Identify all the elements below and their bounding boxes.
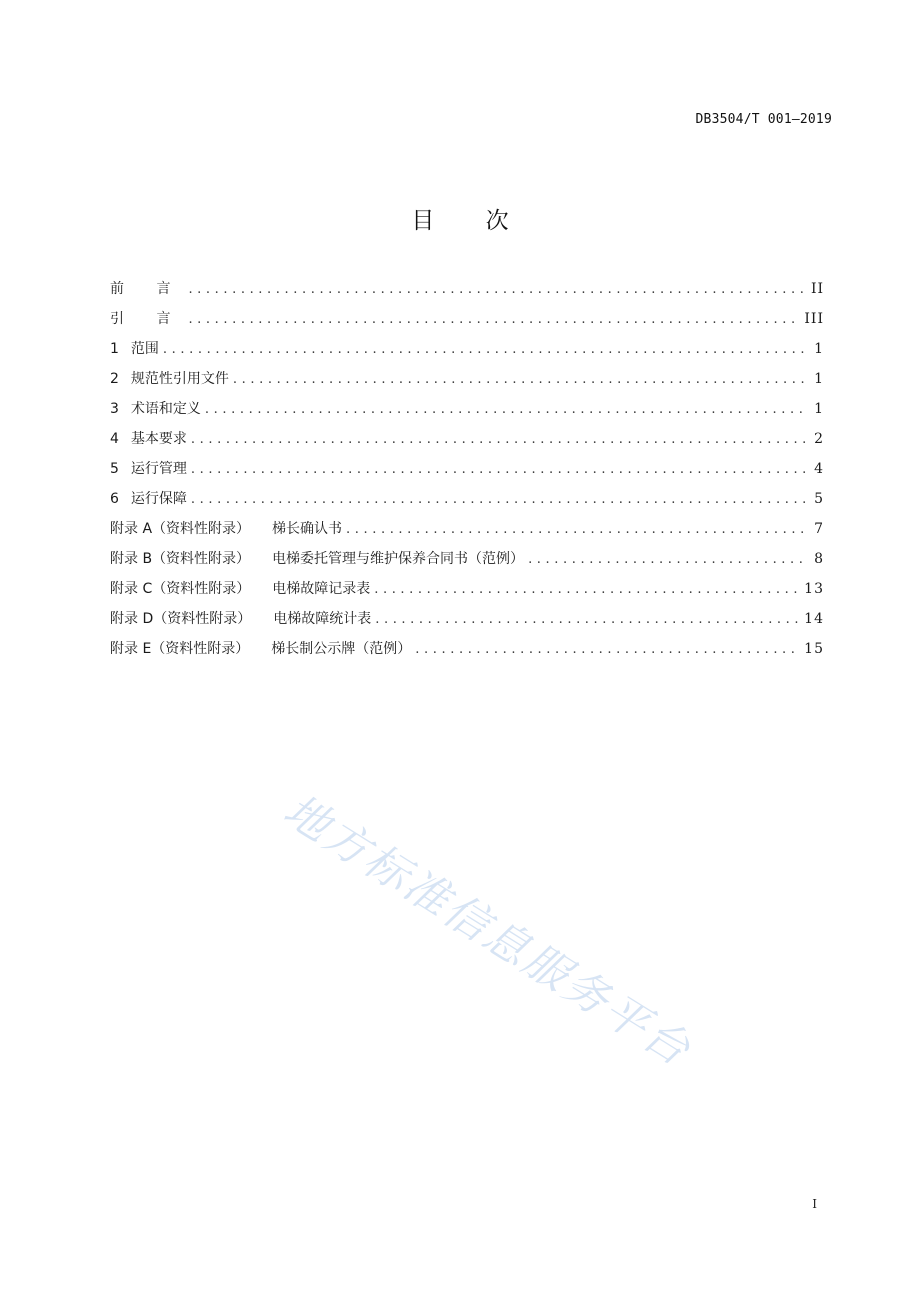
toc-entry-page: 2 [814,431,824,447]
toc-entry-number: 3 [110,401,119,417]
toc-entry-label [110,639,411,659]
toc-entry-title: 术语和定义 [130,401,201,417]
toc-entry-label [110,549,524,569]
toc-leader-dots [191,460,808,480]
toc-entry-page: 1 [814,401,824,417]
toc-leader-dots [415,640,798,660]
toc-entry-page: 14 [804,611,824,627]
toc-entry[interactable] [110,369,824,399]
toc-leader-dots [191,430,808,450]
toc-entry-number: 2 [110,371,119,387]
toc-entry-label [110,489,187,509]
toc-entry-label [110,609,371,629]
toc-entry-page: 1 [814,341,824,357]
toc-entry-title: 范围 [130,341,159,357]
table-of-contents [110,279,824,669]
toc-entry-title: 前 言 [110,281,185,297]
toc-entry-page: 1 [814,371,824,387]
toc-entry-label [110,519,342,539]
toc-leader-dots [374,580,798,600]
toc-entry-title: 电梯故障统计表 [273,611,372,627]
toc-entry[interactable] [110,399,824,429]
toc-entry-number: 1 [110,341,119,357]
toc-entry-label [110,339,159,359]
page-title: 目 次 [411,208,531,234]
toc-entry-label [110,279,184,299]
toc-entry-title: 梯长确认书 [272,521,343,537]
toc-leader-dots [375,610,798,630]
toc-entry[interactable] [110,609,824,639]
toc-entry[interactable] [110,489,824,519]
toc-leader-dots [233,370,808,390]
toc-entry[interactable] [110,639,824,669]
toc-entry-label [110,399,201,419]
toc-entry-label [110,579,370,599]
toc-entry-number: 5 [110,461,119,477]
document-code: DB3504/T 001—2019 [695,112,832,127]
toc-entry-title: 基本要求 [130,431,187,447]
toc-entry-title: 梯长制公示牌（范例） [271,641,412,657]
toc-entry-page: 8 [814,551,824,567]
toc-entry-title: 运行保障 [130,491,187,507]
toc-entry[interactable] [110,549,824,579]
toc-entry-title: 规范性引用文件 [130,371,229,387]
toc-entry-title: 运行管理 [130,461,187,477]
toc-leader-dots [188,280,804,300]
toc-entry[interactable] [110,579,824,609]
toc-entry[interactable] [110,339,824,369]
toc-entry-label [110,309,184,329]
toc-entry[interactable] [110,519,824,549]
toc-entry-page: 4 [814,461,824,477]
watermark: 地方标准信息服务平台 [274,784,701,1077]
toc-entry-number: 附录 A（资料性附录） [110,521,251,537]
toc-entry-number: 附录 B（资料性附录） [110,551,251,567]
toc-leader-dots [163,340,808,360]
toc-leader-dots [346,520,808,540]
toc-entry-page: II [810,281,824,297]
toc-entry-page: 5 [814,491,824,507]
toc-entry[interactable] [110,459,824,489]
toc-entry-page: III [804,311,824,327]
toc-entry-title: 引 言 [110,311,185,327]
toc-leader-dots [205,400,808,420]
toc-leader-dots [188,310,798,330]
toc-entry[interactable] [110,309,824,339]
toc-entry-label [110,429,187,449]
page-number: I [812,1197,817,1211]
toc-entry-number: 4 [110,431,119,447]
toc-entry-title: 电梯故障记录表 [272,581,371,597]
toc-entry-page: 15 [804,641,824,657]
toc-entry-page: 13 [804,581,824,597]
toc-entry-number: 6 [110,491,119,507]
toc-entry-number: 附录 C（资料性附录） [110,581,251,597]
toc-leader-dots [528,550,808,570]
toc-entry-number: 附录 E（资料性附录） [110,641,250,657]
toc-entry-number: 附录 D（资料性附录） [110,611,252,627]
toc-entry[interactable] [110,429,824,459]
toc-leader-dots [191,490,808,510]
toc-entry[interactable] [110,279,824,309]
toc-entry-title: 电梯委托管理与维护保养合同书（范例） [272,551,525,567]
toc-entry-label [110,369,229,389]
toc-entry-label [110,459,187,479]
toc-entry-page: 7 [814,521,824,537]
